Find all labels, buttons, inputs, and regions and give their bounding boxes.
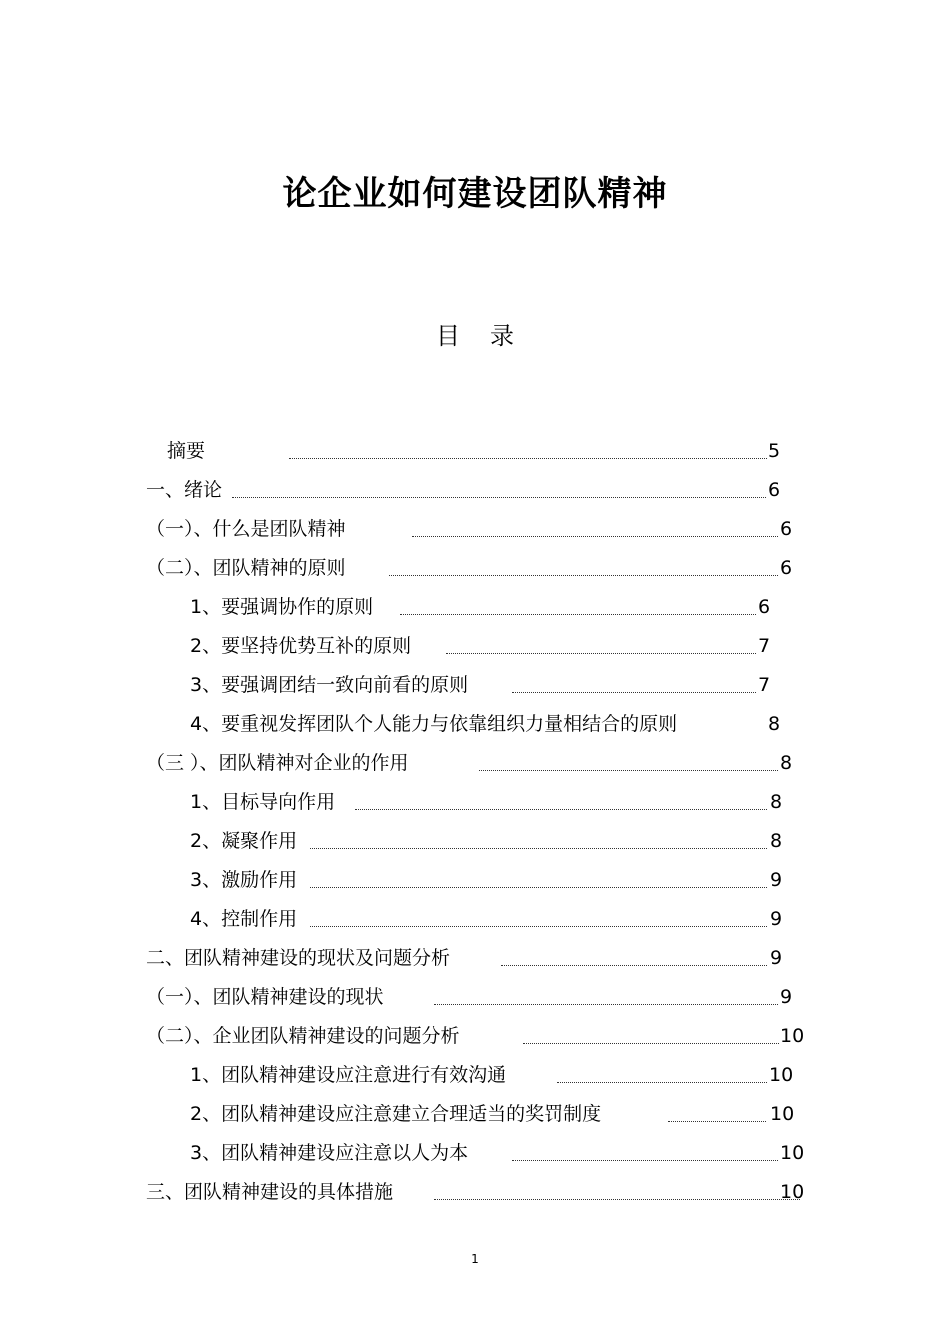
toc-entry-label: 2、团队精神建设应注意建立合理适当的奖罚制度	[190, 1103, 602, 1125]
toc-entry-label: 1、目标导向作用	[190, 791, 336, 813]
toc-entry-label: 2、要坚持优势互补的原则	[190, 635, 412, 657]
toc-leader	[310, 926, 767, 927]
toc-leader	[355, 809, 767, 810]
document-title: 论企业如何建设团队精神	[282, 174, 668, 214]
toc-entry[interactable]	[190, 826, 790, 856]
toc-entry-label: （二）、团队精神的原则	[146, 557, 346, 579]
toc-entry-page: 9	[770, 908, 783, 930]
toc-entry-page: 5	[768, 440, 781, 462]
toc-entry-page: 8	[768, 713, 781, 735]
toc-heading	[0, 316, 950, 351]
toc-entry-page: 8	[780, 752, 793, 774]
toc-heading-right: 录	[490, 322, 514, 350]
toc-entry-page: 6	[768, 479, 781, 501]
toc-entry[interactable]	[190, 1138, 810, 1168]
toc-entry[interactable]	[190, 709, 790, 739]
toc-entry-page: 6	[758, 596, 771, 618]
toc-entry-label: 4、控制作用	[190, 908, 298, 930]
toc-entry[interactable]	[190, 1099, 800, 1129]
toc-entry[interactable]	[146, 943, 790, 973]
toc-leader	[523, 1043, 779, 1044]
toc-entry[interactable]	[146, 475, 786, 505]
toc-entry-page: 10	[780, 1142, 805, 1164]
toc-entry[interactable]	[190, 904, 790, 934]
toc-entry-page: 8	[770, 791, 783, 813]
toc-entry[interactable]	[146, 1177, 810, 1207]
toc-entry[interactable]	[190, 1060, 800, 1090]
toc-entry-label: （二）、企业团队精神建设的问题分析	[146, 1025, 460, 1047]
toc-leader	[557, 1082, 767, 1083]
toc-entry-label: 一、绪论	[146, 479, 223, 501]
toc-entry-page: 10	[770, 1103, 795, 1125]
toc-entry-label: 3、激励作用	[190, 869, 298, 891]
toc-entry[interactable]	[190, 865, 790, 895]
toc-entry-label: 3、要强调团结一致向前看的原则	[190, 674, 469, 696]
toc-entry-label: 二、团队精神建设的现状及问题分析	[146, 947, 451, 969]
toc-entry-page: 9	[780, 986, 793, 1008]
toc-leader	[310, 887, 767, 888]
toc-entry[interactable]	[146, 982, 796, 1012]
toc-leader	[434, 1199, 800, 1200]
toc-heading-left: 目	[436, 322, 460, 350]
toc-entry-page: 9	[770, 947, 783, 969]
toc-entry-page: 8	[770, 830, 783, 852]
toc-entry[interactable]	[167, 436, 787, 466]
toc-leader	[501, 965, 767, 966]
toc-leader	[446, 653, 756, 654]
toc-entry[interactable]	[190, 787, 790, 817]
toc-entry-label: （一）、什么是团队精神	[146, 518, 346, 540]
toc-leader	[232, 497, 766, 498]
toc-entry-label: 2、凝聚作用	[190, 830, 298, 852]
page-number: 1	[471, 1252, 479, 1266]
toc-leader	[412, 536, 778, 537]
toc-entry-label: 3、团队精神建设应注意以人为本	[190, 1142, 469, 1164]
toc-leader	[389, 575, 778, 576]
toc-entry-page: 9	[770, 869, 783, 891]
toc-entry-page: 7	[758, 674, 771, 696]
toc-entry-page: 10	[780, 1181, 805, 1203]
toc-leader	[479, 770, 778, 771]
toc-entry[interactable]	[146, 553, 796, 583]
toc-leader	[434, 1004, 778, 1005]
toc-entry-label: （三 ）、团队精神对企业的作用	[146, 752, 409, 774]
toc-entry[interactable]	[190, 592, 780, 622]
toc-entry-page: 10	[769, 1064, 794, 1086]
toc-entry-label: 1、团队精神建设应注意进行有效沟通	[190, 1064, 507, 1086]
toc-entry-label: 三、团队精神建设的具体措施	[146, 1181, 394, 1203]
toc-entry-label: 摘要	[167, 440, 206, 462]
toc-entry[interactable]	[190, 631, 780, 661]
toc-entry-page: 10	[780, 1025, 805, 1047]
toc-entry-page: 6	[780, 518, 793, 540]
toc-leader	[512, 1160, 778, 1161]
toc-leader	[310, 848, 767, 849]
toc-leader	[289, 458, 767, 459]
toc-entry[interactable]	[190, 670, 780, 700]
toc-entry-label: 4、要重视发挥团队个人能力与依靠组织力量相结合的原则	[190, 713, 678, 735]
toc-entry[interactable]	[146, 748, 796, 778]
toc-entry-page: 7	[758, 635, 771, 657]
toc-entry[interactable]	[146, 514, 796, 544]
toc-entry-label: （一）、团队精神建设的现状	[146, 986, 384, 1008]
toc-leader	[512, 692, 756, 693]
toc-entry-page: 6	[780, 557, 793, 579]
toc-leader	[400, 614, 756, 615]
toc-leader	[668, 1121, 766, 1122]
toc-entry-label: 1、要强调协作的原则	[190, 596, 374, 618]
toc-entry[interactable]	[146, 1021, 806, 1051]
